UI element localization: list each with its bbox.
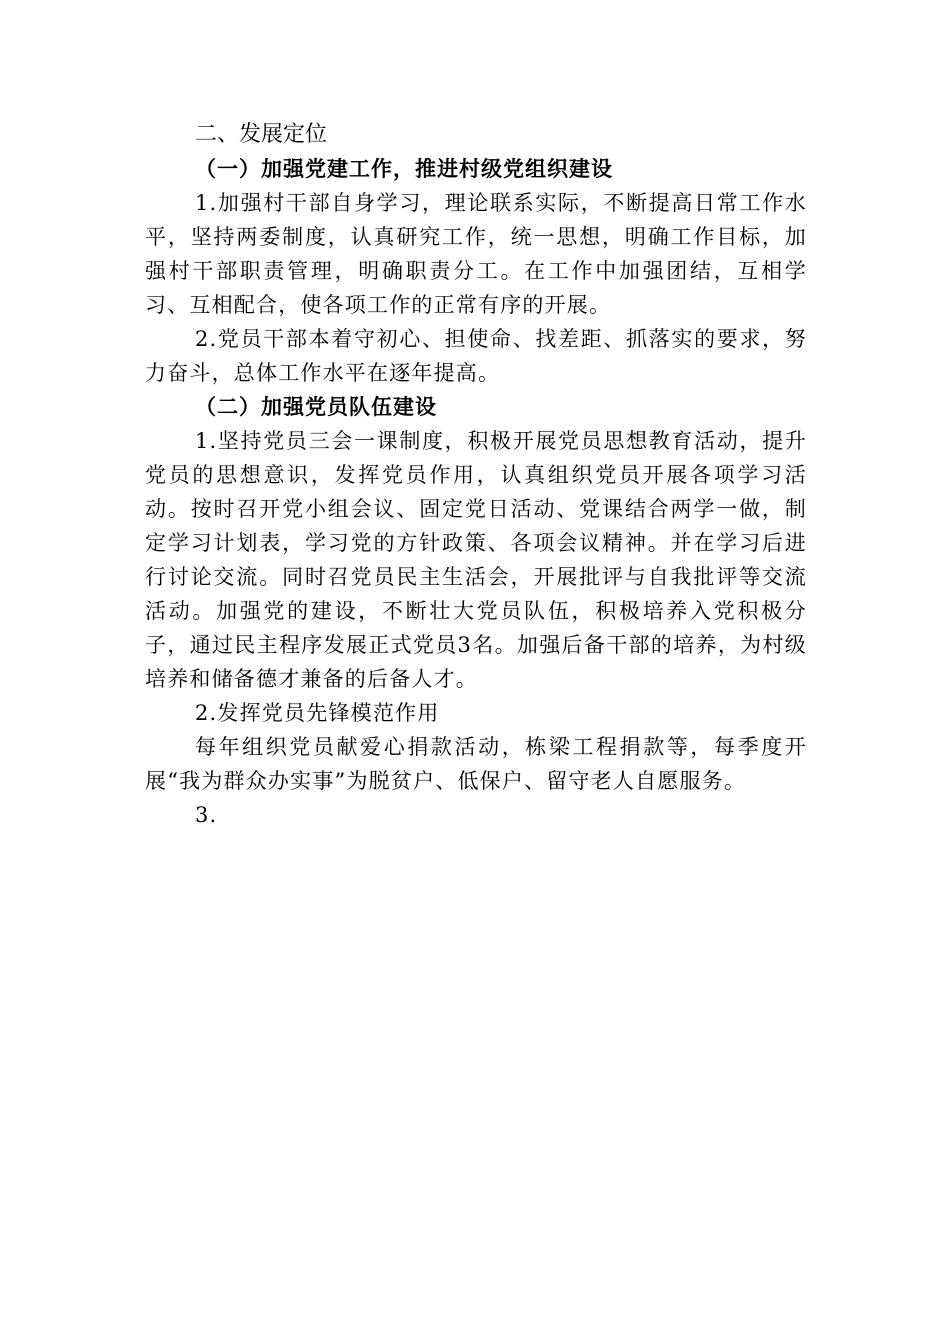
- paragraph-2-2-body: 每年组织党员献爱心捐款活动，栋梁工程捐款等，每季度开展“我为群众办实事”为脱贫户、低保户、留守老人自愿服务。: [145, 735, 807, 793]
- paragraph-1-2: 2.党员干部本着守初心、担使命、找差距、抓落实的要求，努力奋斗，总体工作水平在逐年提高。: [145, 327, 807, 385]
- paragraph-1-1: 1.加强村干部自身学习，理论联系实际，不断提高日常工作水平，坚持两委制度，认真研究工作，统一思想，明确工作目标，加强村干部职责管理，明确职责分工。在工作中加强团结，互相学习、互相配合，使各项工作的正常有序的开展。: [145, 191, 807, 317]
- section-heading: 二、发展定位: [195, 122, 328, 147]
- document-body: [145, 118, 807, 832]
- paragraph-2-3: 3.: [195, 803, 218, 827]
- subsection-heading-2: （二）加强党员队伍建设: [195, 394, 437, 419]
- paragraph-2-2-title: 2.发挥党员先锋模范作用: [195, 701, 440, 725]
- subsection-heading-1: （一）加强党建工作，推进村级党组织建设: [195, 156, 613, 181]
- paragraph-2-1: 1.坚持党员三会一课制度，积极开展党员思想教育活动，提升党员的思想意识，发挥党员作用，认真组织党员开展各项学习活动。按时召开党小组会议、固定党日活动、党课结合两学一做，制定学习计划表，学习党的方针政策、各项会议精神。并在学习后进行讨论交流。同时召党员民主生活会，开展批评与自我批评等交流活动。加强党的建设，不断壮大党员队伍，积极培养入党积极分子，通过民主程序发展正式党员3名。加强后备干部的培养，为村级培养和储备德才兼备的后备人才。: [145, 429, 807, 691]
